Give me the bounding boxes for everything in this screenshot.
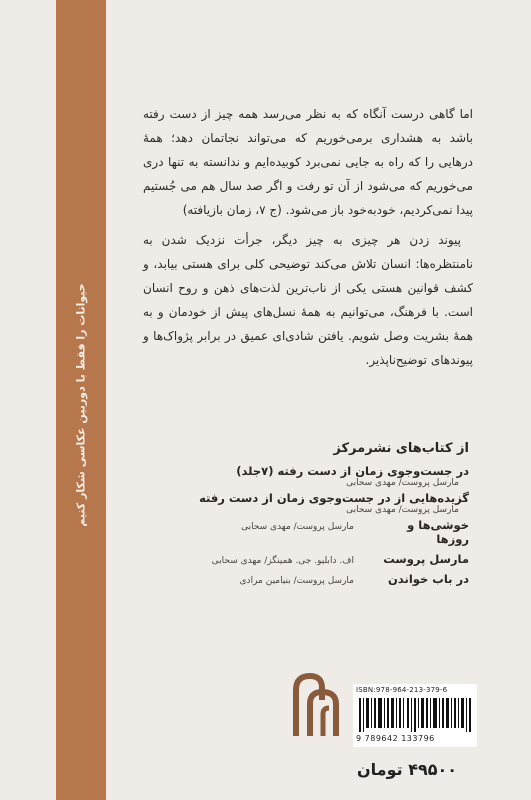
book-author: مارسل پروست/ مهدی سحابی: [241, 522, 354, 532]
book-item: [179, 572, 469, 586]
book-title: خوشی‌ها و روزها: [407, 518, 469, 546]
book-item: [179, 491, 469, 515]
book-item: [179, 464, 469, 488]
book-author: اف. دابلیو. جی. همینگز/ مهدی سحابی: [211, 556, 354, 566]
book-list-heading: از کتاب‌های نشرمرکز: [333, 441, 469, 456]
book-author: مارسل پروست/ مهدی سحابی: [346, 505, 459, 515]
price-amount: ۴۹۵۰۰: [408, 760, 458, 779]
barcode-icon: [359, 698, 471, 732]
blurb-paragraph-2: پیوند زدن هر چیزی به چیز دیگر، جرأت نزدیک شدن به نامنتظره‌ها: انسان تلاش می‌کند توضیحی کلی برای هستی بیابد، و کشف قوانین هستی یکی از ناب‌ترین لذت‌های ذهن و روح انسان است. با فرهنگ، می‌توانیم به همهٔ نسل‌های پیش از خودمان و به همهٔ بشریت وصل شویم. یافتن شادی‌ای عمیق در برابر پژواک‌ها و پیوندهای توضیح‌ناپذیر.: [143, 233, 473, 367]
barcode-number: 9 789642 133796: [356, 734, 435, 743]
book-item: [179, 518, 469, 546]
isbn-label: ISBN:978-964-213-379-6: [356, 686, 448, 694]
blurb-text: [143, 102, 473, 378]
book-author: مارسل پروست/ مهدی سحابی: [346, 478, 459, 488]
spine-text: حیوانات را فقط با دوربین عکاسی شکار کنیم: [74, 283, 88, 527]
publisher-logo-icon: [292, 670, 342, 738]
price-currency: تومان: [357, 760, 403, 779]
book-title: مارسل پروست: [383, 552, 469, 566]
book-author: مارسل پروست/ بنیامین مرادی: [239, 576, 354, 586]
book-title: گزیده‌هایی از در جست‌وجوی زمان از دست رفته: [199, 491, 469, 505]
publisher-book-list: [179, 441, 469, 592]
blurb-paragraph-1: اما گاهی درست آنگاه که به نظر می‌رسد همه چیز از دست رفته باشد به هشداری برمی‌خوریم که می‌تواند نجاتمان دهد؛ همهٔ درهایی را که راه به جایی نمی‌برد کوبیده‌ایم و ندانسته به تنها دری می‌خوریم که می‌شود از آن تو رفت و اگر صد سال هم می جُستیم پیدا نمی‌کردیم، خودبه‌خود باز می‌شود. (ج ۷، زمان بازیافته): [143, 107, 473, 217]
book-item: [179, 552, 469, 566]
book-title: در باب خواندن: [388, 572, 469, 586]
price: [357, 760, 457, 779]
book-title: در جست‌وجوی زمان از دست رفته (۷جلد): [236, 464, 469, 478]
